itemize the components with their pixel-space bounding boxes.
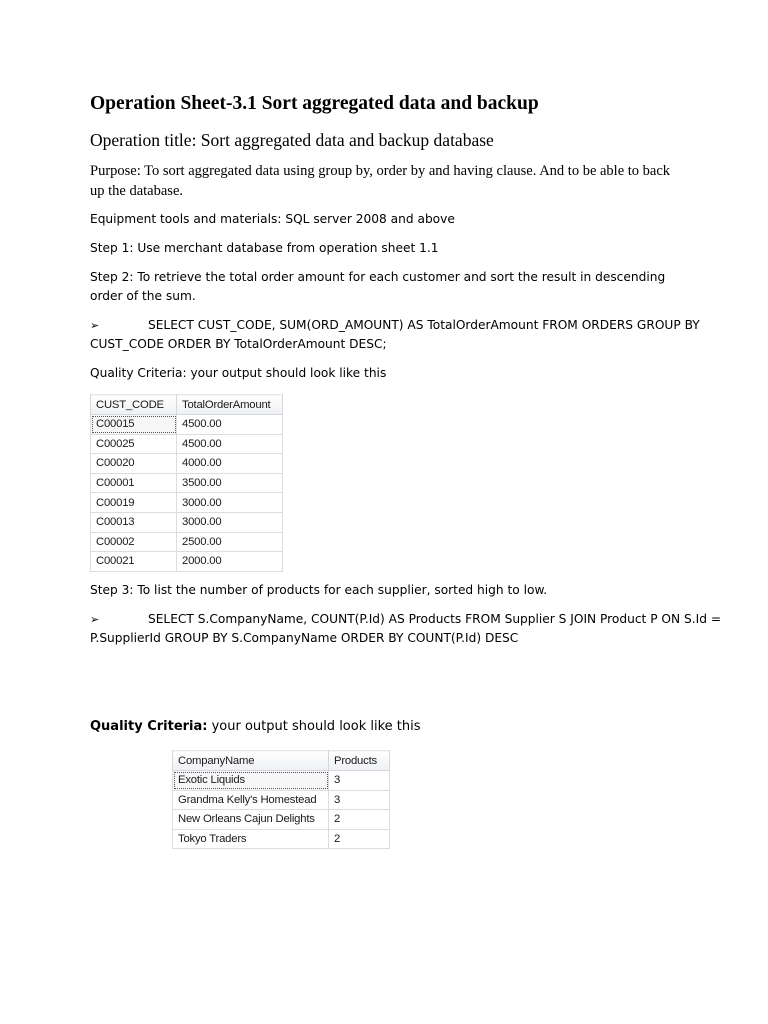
- grid-header-row: [173, 751, 390, 771]
- table-cell: C00015: [91, 415, 177, 435]
- step2-paragraph: Step 2: To retrieve the total order amount for each customer and sort the result in descending order of the sum.: [90, 270, 666, 303]
- table-row: [91, 552, 283, 572]
- table-row: [91, 454, 283, 474]
- quality-criteria-1: Quality Criteria: your output should look like this: [90, 366, 387, 380]
- table-row: [173, 771, 390, 791]
- table-cell: 2000.00: [177, 552, 283, 572]
- table-cell: Tokyo Traders: [173, 829, 329, 849]
- step1-paragraph: Step 1: Use merchant database from operation sheet 1.1: [90, 241, 439, 255]
- table-cell: 4500.00: [177, 415, 283, 435]
- table-cell: 2: [329, 810, 390, 830]
- table-row: [91, 493, 283, 513]
- table-cell: 3500.00: [177, 473, 283, 493]
- quality-criteria-label: Quality Criteria:: [90, 719, 208, 734]
- table-row: [173, 790, 390, 810]
- query2-line2: P.SupplierId GROUP BY S.CompanyName ORDER BY COUNT(P.Id) DESC: [90, 631, 519, 645]
- grid-header-row: [91, 395, 283, 415]
- table-cell: 4000.00: [177, 454, 283, 474]
- bullet-arrow-icon: ➢: [90, 613, 100, 626]
- query1-line2: CUST_CODE ORDER BY TotalOrderAmount DESC;: [90, 337, 387, 351]
- table-cell: Exotic Liquids: [173, 771, 329, 791]
- table-cell: 3000.00: [177, 512, 283, 532]
- table-cell: C00025: [91, 434, 177, 454]
- table-cell: 2: [329, 829, 390, 849]
- bullet-arrow-icon: ➢: [90, 319, 100, 332]
- table-cell: 3: [329, 771, 390, 791]
- result-grid-customers: [90, 394, 283, 572]
- table-cell: C00020: [91, 454, 177, 474]
- table-cell: C00021: [91, 552, 177, 572]
- result-grid-suppliers: [172, 750, 390, 849]
- query2-line1: [90, 610, 722, 629]
- table-row: [91, 532, 283, 552]
- table-cell: C00019: [91, 493, 177, 513]
- table-cell: 3000.00: [177, 493, 283, 513]
- query1-line1: [90, 316, 700, 335]
- table-cell: 4500.00: [177, 434, 283, 454]
- query1-text-line1: SELECT CUST_CODE, SUM(ORD_AMOUNT) AS TotalOrderAmount FROM ORDERS GROUP BY: [148, 318, 700, 332]
- table-cell: 2500.00: [177, 532, 283, 552]
- table-cell: C00013: [91, 512, 177, 532]
- query2-text-line1: SELECT S.CompanyName, COUNT(P.Id) AS Products FROM Supplier S JOIN Product P ON S.Id =: [148, 612, 722, 626]
- table-row: [91, 512, 283, 532]
- column-header: CUST_CODE: [91, 395, 177, 415]
- operation-title: Operation title: Sort aggregated data and backup database: [90, 130, 494, 150]
- table-row: [91, 473, 283, 493]
- table-cell: Grandma Kelly's Homestead: [173, 790, 329, 810]
- page-title: Operation Sheet-3.1 Sort aggregated data and backup: [90, 93, 539, 114]
- equipment-paragraph: Equipment tools and materials: SQL server 2008 and above: [90, 212, 455, 226]
- table-row: [91, 434, 283, 454]
- column-header: TotalOrderAmount: [177, 395, 283, 415]
- quality-criteria-2: [90, 717, 690, 736]
- column-header: Products: [329, 751, 390, 771]
- table-cell: C00002: [91, 532, 177, 552]
- table-cell: New Orleans Cajun Delights: [173, 810, 329, 830]
- purpose-paragraph: Purpose: To sort aggregated data using group by, order by and having clause. And to be able to back up the database.: [90, 163, 671, 199]
- column-header: CompanyName: [173, 751, 329, 771]
- table-row: [173, 810, 390, 830]
- table-row: [91, 415, 283, 435]
- table-row: [173, 829, 390, 849]
- table-cell: C00001: [91, 473, 177, 493]
- table-cell: 3: [329, 790, 390, 810]
- step3-paragraph: Step 3: To list the number of products for each supplier, sorted high to low.: [90, 583, 548, 597]
- quality-criteria-text: your output should look like this: [207, 719, 421, 734]
